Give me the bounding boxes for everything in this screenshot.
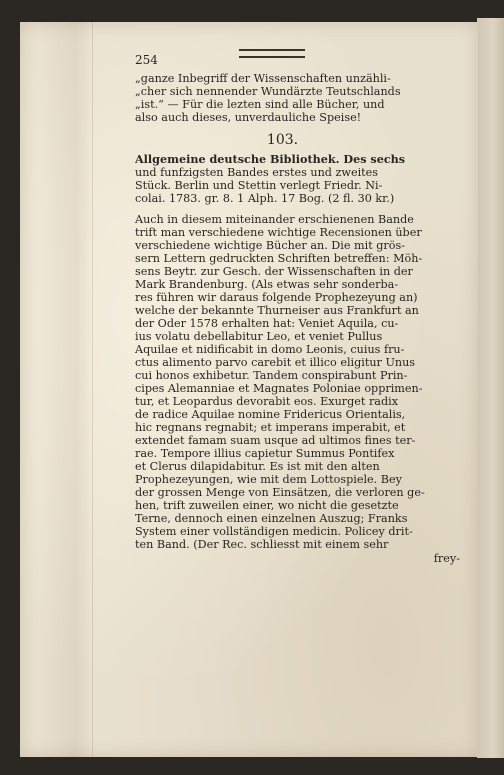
entry-body	[135, 213, 460, 551]
text-line: tur, et Leopardus devorabit eos. Exurget radix	[135, 395, 399, 408]
text-line: hen, trift zuweilen einer, wo nicht die gesetzte	[135, 499, 399, 512]
text-line: cui honos exhibetur. Tandem conspirabunt Prin-	[135, 369, 408, 382]
text-line: et Clerus dilapidabitur. Es ist mit den alten	[135, 460, 380, 473]
text-line: sens Beytr. zur Gesch. der Wissenschaften in der	[135, 265, 413, 278]
text-line: Prophezeyungen, wie mit dem Lottospiele. Bey	[135, 473, 402, 486]
entry-title	[135, 153, 460, 205]
page-header	[135, 48, 460, 72]
intro-paragraph	[135, 72, 460, 124]
text-line: cipes Alemanniae et Magnates Poloniae opprimen-	[135, 382, 423, 395]
text-line: System einer vollständigen medicin. Policey drit-	[135, 525, 413, 538]
text-line: ctus alimento parvo carebit et illico eligitur Unus	[135, 356, 416, 369]
text-line: „ist.“ — Für die lezten sind alle Bücher, und	[135, 98, 385, 111]
text-line: welche der bekannte Thurneiser aus Frankfurt an	[135, 304, 419, 317]
section-number: 103.	[266, 132, 299, 148]
text-line: rae. Tempore illius capietur Summus Pontifex	[135, 447, 395, 460]
text-line: hic regnans regnabit; et imperans imperabit, et	[135, 421, 406, 434]
title-line: colai. 1783. gr. 8. 1 Alph. 17 Bog. (2 fl. 30 kr.)	[135, 192, 395, 205]
title-line: Stück. Berlin und Stettin verlegt Friedr. Ni-	[135, 179, 383, 192]
text-line: „ganze Inbegriff der Wissenschaften unzähli-	[135, 72, 391, 85]
title-line: Allgemeine deutsche Bibliothek. Des sechs	[135, 153, 406, 166]
next-page-edge	[477, 18, 504, 758]
text-line: der grossen Menge von Einsätzen, die verloren ge-	[135, 486, 425, 499]
text-line: res führen wir daraus folgende Prophezeyung an)	[135, 291, 418, 304]
text-line: trift man verschiedene wichtige Recensionen über	[135, 226, 422, 239]
text-line: also auch dieses, unverdauliche Speise!	[135, 111, 362, 124]
text-line: ten Band. (Der Rec. schliesst mit einem sehr	[135, 538, 389, 551]
text-line: Mark Brandenburg. (Als etwas sehr sonderba-	[135, 278, 399, 291]
page-text	[135, 48, 460, 565]
page-number: 254	[135, 53, 158, 67]
catchword: frey-	[433, 552, 460, 565]
text-line: sern Lettern gedruckten Schriften betreffen: Möh-	[135, 252, 423, 265]
text-line: verschiedene wichtige Bücher an. Die mit grös-	[135, 239, 406, 252]
title-line: und funfzigsten Bandes erstes und zweites	[135, 166, 379, 179]
text-line: Auch in diesem miteinander erschienenen Bande	[135, 213, 414, 226]
header-ornament	[239, 49, 305, 58]
text-line: „cher sich nennender Wundärzte Teutschlands	[135, 85, 401, 98]
text-line: extendet famam suam usque ad ultimos fines ter-	[135, 434, 416, 447]
text-line: Terne, dennoch einen einzelnen Auszug; Franks	[135, 512, 408, 525]
text-line: Aquilae et nidificabit in domo Leonis, cuius fru-	[135, 343, 405, 356]
text-line: de radice Aquilae nomine Fridericus Orientalis,	[135, 408, 406, 421]
text-line: der Oder 1578 erhalten hat: Veniet Aquila, cu-	[135, 317, 399, 330]
text-line: ius volatu debellabitur Leo, et veniet Pullus	[135, 330, 383, 343]
page-fold-shadow	[38, 22, 93, 757]
